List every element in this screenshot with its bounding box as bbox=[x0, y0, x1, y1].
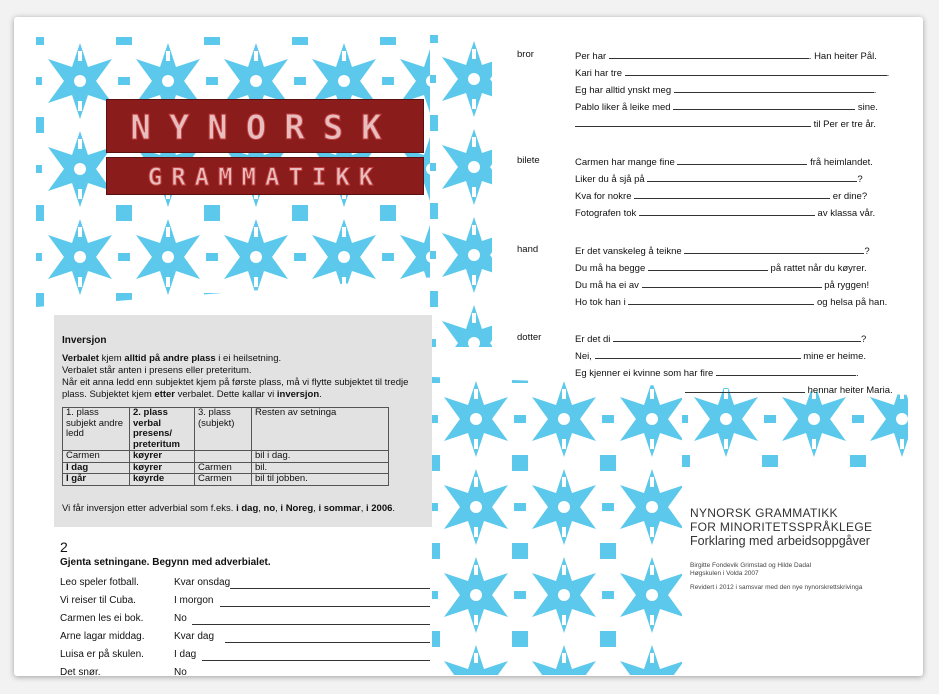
table-cell: køyrer bbox=[130, 462, 195, 474]
inversion-heading: Inversjon bbox=[62, 335, 107, 346]
exercise-row: Du må ha begge på rattet når du køyrer. bbox=[575, 263, 867, 274]
cover-title-line1: NYNORSK bbox=[130, 108, 400, 148]
table-cell: bil i dag. bbox=[252, 451, 389, 463]
exercise-row: Liker du å sjå på ? bbox=[575, 174, 863, 185]
exercise-row: Arne lagar middag. Kvar dag bbox=[60, 631, 430, 645]
book-title-line2: FOR MINORITETSSPRÅKLEGE bbox=[690, 520, 873, 534]
book-authors: Birgitte Fondevik Grimstad og Hilde Dadal bbox=[690, 562, 812, 569]
inversion-table bbox=[62, 407, 389, 486]
exercise-row: Luisa er på skulen. I dag bbox=[60, 649, 430, 663]
inversion-box bbox=[54, 315, 432, 527]
table-cell bbox=[195, 451, 252, 463]
exercise-row: Kari har tre . bbox=[575, 68, 890, 79]
table-header: 1. plass subjekt andre ledd bbox=[63, 408, 130, 451]
table-cell: Carmen bbox=[195, 462, 252, 474]
knit-pattern-bottom bbox=[432, 375, 682, 675]
exercise-row: Vi reiser til Cuba. I morgon bbox=[60, 595, 430, 609]
exercise-row: bilete Carmen har mange fine frå heimlandet. bbox=[517, 155, 873, 168]
inversion-p3: Når eit anna ledd enn subjektet kjem på første plass, må vi flytte subjektet til tredje plass. Subjektet kjem etter verbalet. Dette kallar vi inversjon. bbox=[62, 377, 409, 400]
inversion-note: Vi får inversjon etter adverbial som f.eks. i dag, no, i Noreg, i sommar, i 2006. bbox=[62, 503, 396, 514]
exercise-row: Ho tok han i og helsa på han. bbox=[575, 297, 888, 308]
knit-pattern-strip bbox=[430, 35, 492, 353]
book-school: Høgskulen i Volda 2007 bbox=[690, 570, 759, 577]
answer-line[interactable] bbox=[202, 660, 430, 661]
table-cell: bil. bbox=[252, 462, 389, 474]
book-revised: Revidert i 2012 i samsvar med den nye nynorskrettskrivinga bbox=[690, 584, 863, 591]
answer-line[interactable] bbox=[230, 588, 430, 589]
table-cell: Carmen bbox=[63, 451, 130, 463]
table-cell: bil til jobben. bbox=[252, 474, 389, 486]
inversion-p2: Verbalet står anten i presens eller preteritum. bbox=[62, 365, 252, 376]
exercise-row: Pablo liker å leike med sine. bbox=[575, 102, 878, 113]
book-info bbox=[690, 506, 910, 592]
table-header: 3. plass (subjekt) bbox=[195, 408, 252, 451]
inversion-p1: Verbalet kjem alltid på andre plass i ei heilsetning. bbox=[62, 353, 282, 364]
exercise-number: 2 bbox=[60, 539, 68, 555]
exercise-row: dotter Er det di ? bbox=[517, 332, 867, 345]
exercise-row: hennar heiter Maria. bbox=[517, 383, 902, 397]
table-cell: køyrde bbox=[130, 474, 195, 486]
title-band-1 bbox=[106, 99, 424, 153]
answer-line[interactable] bbox=[220, 606, 430, 607]
exercise-row: Kva for nokre er dine? bbox=[575, 191, 868, 202]
exercise-row: hand Er det vanskeleg å teikne ? bbox=[517, 244, 870, 257]
exercise-row: Carmen les ei bok. No bbox=[60, 613, 430, 627]
exercise-row: Eg kjenner ei kvinne som har fire . bbox=[575, 368, 859, 379]
exercise-row: Du må ha ei av på ryggen! bbox=[575, 280, 870, 291]
book-subtitle: Forklaring med arbeidsoppgåver bbox=[690, 534, 870, 548]
exercise-instruction: Gjenta setningane. Begynn med adverbialet. bbox=[60, 557, 271, 568]
exercise-row: Det snør. No bbox=[60, 667, 430, 676]
exercise-row: Fotografen tok av klassa vår. bbox=[575, 208, 876, 219]
table-cell: I dag bbox=[63, 462, 130, 474]
answer-line[interactable] bbox=[225, 642, 430, 643]
exercise-row: bror Per har . Han heiter Pål. bbox=[517, 49, 877, 62]
title-band-2 bbox=[106, 157, 424, 195]
table-cell: I går bbox=[63, 474, 130, 486]
table-cell: køyrer bbox=[130, 451, 195, 463]
cover-title-line2: GRAMMATIKK bbox=[147, 163, 383, 191]
table-cell: Carmen bbox=[195, 474, 252, 486]
exercise-row: Eg har alltid ynskt meg . bbox=[575, 85, 877, 96]
table-header: Resten av setninga bbox=[252, 408, 389, 451]
document-sheet bbox=[14, 17, 923, 676]
exercise-row: Leo speler fotball. Kvar onsdag bbox=[60, 577, 430, 591]
exercise-row: Nei, mine er heime. bbox=[575, 351, 867, 362]
answer-line[interactable] bbox=[192, 624, 430, 625]
exercise-row: til Per er tre år. bbox=[517, 117, 902, 131]
table-header: 2. plass verbal presens/ preteritum bbox=[130, 408, 195, 451]
book-title-line1: NYNORSK GRAMMATIKK bbox=[690, 506, 838, 520]
